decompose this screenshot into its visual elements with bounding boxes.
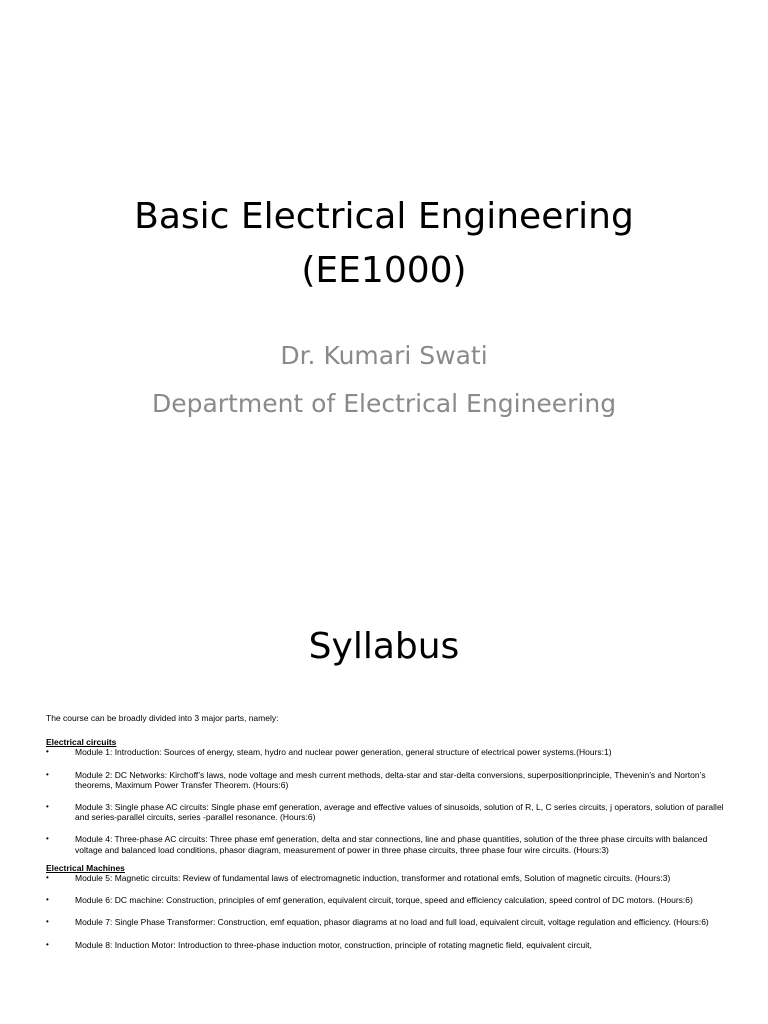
- bullet: •: [46, 895, 49, 905]
- title-line: Basic Electrical Engineering: [134, 196, 634, 237]
- author-name: Dr. Kumari Swati: [280, 341, 488, 370]
- bullet: •: [46, 802, 49, 812]
- section-heading: Electrical Machines: [46, 862, 125, 873]
- bullet: •: [46, 769, 49, 779]
- list-item: [46, 940, 726, 950]
- list-item: [46, 895, 726, 905]
- list-item: [46, 770, 726, 790]
- bullet: •: [46, 873, 49, 883]
- module-text: Module 4: Three-phase AC circuits: Three phase emf generation, delta and star connections, line and phase quantities, solution of the three phase circuits with balanced voltage and balanced load conditions, phasor diagram, measurement of power in three phase circuits, three phase four wire circuits. (Hours:3): [75, 834, 708, 855]
- bullet: •: [46, 747, 49, 757]
- module-text: Module 8: Induction Motor: Introduction to three-phase induction motor, construction, principle of rotating magnetic field, equivalent circuit,: [75, 939, 592, 950]
- module-text: Module 2: DC Networks: Kirchoff’s laws, node voltage and mesh current methods, delta-star and star-delta conversions, superpositionprinciple, Thevenin’s and Norton’s theorems, Maximum Power Transfer Theorem. (Hours:6): [75, 769, 706, 790]
- list-item: [46, 917, 726, 927]
- module-text: Module 3: Single phase AC circuits: Single phase emf generation, average and effective values of sinusoids, solution of R, L, C series circuits, j operators, solution of parallel and series-parallel circuits, series -parallel resonance. (Hours:6): [75, 802, 724, 823]
- bullet: •: [46, 834, 49, 844]
- bullet: •: [46, 939, 49, 949]
- syllabus-slide: [0, 576, 768, 1024]
- list-item: [46, 834, 726, 854]
- presentation-subtitle: [0, 332, 768, 428]
- intro-text: The course can be broadly divided into 3 major parts, namely:: [46, 713, 279, 723]
- module-text: Module 6: DC machine: Construction, principles of emf generation, equivalent circuit, torque, speed and efficiency calculation, speed control of DC motors. (Hours:6): [75, 895, 693, 906]
- syllabus-content: [46, 713, 726, 962]
- presentation-title: [0, 190, 768, 298]
- slide-title: Syllabus: [308, 626, 460, 667]
- module-text: Module 5: Magnetic circuits: Review of fundamental laws of electromagnetic induction, transformer and rotational emfs, Solution of magnetic circuits. (Hours:3): [75, 873, 671, 884]
- list-item: [46, 873, 726, 883]
- section-heading: Electrical circuits: [46, 737, 117, 748]
- module-text: Module 7: Single Phase Transformer: Construction, emf equation, phasor diagrams at no load and full load, equivalent circuit, voltage regulation and efficiency. (Hours:6): [75, 917, 709, 928]
- module-text: Module 1: Introduction: Sources of energy, steam, hydro and nuclear power generation, general structure of electrical power systems.(Hours:1): [75, 747, 612, 758]
- list-item: [46, 747, 726, 757]
- list-item: [46, 802, 726, 822]
- bullet: •: [46, 917, 49, 927]
- title-line: (EE1000): [301, 250, 467, 291]
- department-name: Department of Electrical Engineering: [151, 389, 617, 418]
